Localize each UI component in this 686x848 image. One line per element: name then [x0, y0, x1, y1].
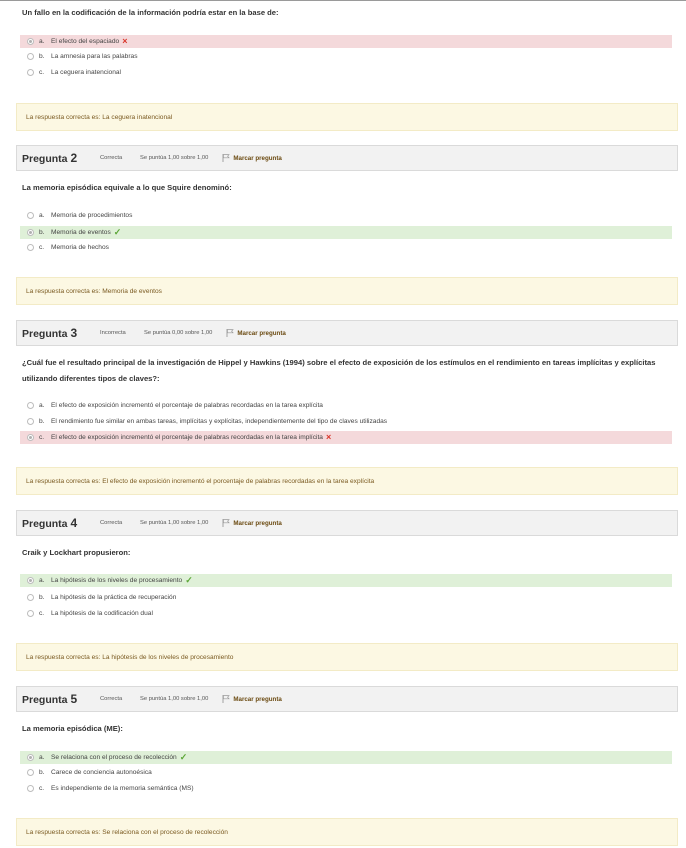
question-1-text: Un fallo en la codificación de la información podría estar en la base de:	[22, 8, 279, 17]
top-divider	[0, 0, 686, 1]
q3-option-a[interactable]	[20, 399, 672, 412]
q1-option-a[interactable]	[20, 35, 672, 48]
question-5-header	[16, 686, 678, 712]
question-3-grade: Se puntúa 0,00 sobre 1,00	[144, 330, 213, 336]
q5-option-a[interactable]	[20, 751, 672, 764]
question-3-text-line-1: ¿Cuál fue el resultado principal de la investigación de Hippel y Hawkins (1994) sobre el efecto de exposición de los estímulos en el rendimiento en tareas implícitas y explícitas	[22, 358, 656, 367]
q4-option-a[interactable]	[20, 574, 672, 587]
question-4-grade: Se puntúa 1,00 sobre 1,00	[140, 520, 209, 526]
q5-option-a-radio[interactable]	[27, 754, 34, 761]
q4-option-c-radio[interactable]	[27, 610, 34, 617]
question-4-text: Craik y Lockhart propusieron:	[22, 548, 131, 557]
question-2-header	[16, 145, 678, 171]
q4-option-c-text: La hipótesis de la codificación dual	[51, 610, 153, 617]
question-3-flag-label: Marcar pregunta	[237, 329, 286, 337]
q1-option-c-letter: c.	[39, 69, 45, 76]
q2-option-b-text: Memoria de eventos	[51, 229, 111, 236]
q3-option-b-radio[interactable]	[27, 418, 34, 425]
q1-option-c-radio[interactable]	[27, 69, 34, 76]
q5-option-a-text: Se relaciona con el proceso de recolección	[51, 754, 177, 761]
q3-option-a-radio[interactable]	[27, 402, 34, 409]
q4-option-a-text: La hipótesis de los niveles de procesamiento	[51, 577, 183, 584]
q5-option-b[interactable]	[20, 766, 672, 779]
question-3-number: Pregunta 3	[22, 326, 78, 340]
q3-option-b-text: El rendimiento fue similar en ambas tareas, implícitas y explícitas, independientemente del tipo de claves utilizadas	[51, 418, 388, 425]
q5-option-c-letter: c.	[39, 785, 45, 792]
q2-option-b-radio[interactable]	[27, 229, 34, 236]
q4-option-a-radio[interactable]	[27, 577, 34, 584]
question-3-state: Incorrecta	[100, 330, 126, 336]
q5-option-c-radio[interactable]	[27, 785, 34, 792]
correct-check-icon: ✓	[185, 575, 193, 585]
q4-feedback: La respuesta correcta es: La hipótesis de los niveles de procesamiento	[16, 643, 678, 671]
q4-option-b-text: La hipótesis de la práctica de recuperación	[51, 594, 177, 601]
q4-option-b-letter: b.	[39, 594, 45, 601]
q3-option-b-letter: b.	[39, 418, 45, 425]
q2-option-c-radio[interactable]	[27, 244, 34, 251]
q2-option-b-letter: b.	[39, 229, 45, 236]
q1-option-b-letter: b.	[39, 53, 45, 60]
q3-feedback: La respuesta correcta es: El efecto de exposición incrementó el porcentaje de palabras recordadas en la tarea explícita	[16, 467, 678, 495]
q4-option-b[interactable]	[20, 591, 672, 604]
q4-option-c[interactable]	[20, 607, 672, 620]
q1-option-a-text: El efecto del espaciado	[51, 38, 120, 45]
q5-option-b-letter: b.	[39, 769, 45, 776]
q3-option-a-text: El efecto de exposición incrementó el porcentaje de palabras recordadas en la tarea explícita	[51, 402, 323, 409]
q5-option-b-text: Carece de conciencia autonoésica	[51, 769, 152, 776]
q2-feedback: La respuesta correcta es: Memoria de eventos	[16, 277, 678, 305]
question-2-number: Pregunta 2	[22, 151, 78, 165]
correct-check-icon: ✓	[113, 227, 122, 237]
q2-option-c[interactable]	[20, 241, 672, 254]
q1-feedback: La respuesta correcta es: La ceguera inatencional	[16, 103, 678, 131]
q3-option-c-letter: c.	[39, 434, 45, 441]
q5-option-c-text: Es independiente de la memoria semántica (MS)	[51, 785, 194, 792]
q4-option-b-radio[interactable]	[27, 594, 34, 601]
q3-option-c-text: El efecto de exposición incrementó el porcentaje de palabras recordadas en la tarea implícita	[51, 434, 323, 441]
q5-option-a-letter: a.	[39, 754, 45, 761]
q5-feedback: La respuesta correcta es: Se relaciona con el proceso de recolección	[16, 818, 678, 846]
question-5-number: Pregunta 5	[22, 692, 78, 706]
question-2-text: La memoria episódica equivale a lo que Squire denominó:	[22, 183, 232, 192]
q3-option-b[interactable]	[20, 415, 672, 428]
question-5-flag-label: Marcar pregunta	[233, 695, 282, 703]
question-3-flag-button[interactable]	[226, 329, 285, 337]
q1-option-b-radio[interactable]	[27, 53, 34, 60]
q3-option-c[interactable]	[20, 431, 672, 444]
incorrect-icon: ×	[325, 432, 332, 442]
question-3-text-line-2: utilizando diferentes tipos de claves?:	[22, 374, 160, 383]
q2-option-a-letter: a.	[39, 212, 45, 219]
q2-option-a-radio[interactable]	[27, 212, 34, 219]
question-4-flag-label: Marcar pregunta	[233, 519, 282, 527]
question-4-number: Pregunta 4	[22, 516, 78, 530]
q4-option-a-letter: a.	[39, 577, 45, 584]
question-2-grade: Se puntúa 1,00 sobre 1,00	[140, 155, 209, 161]
q2-option-c-text: Memoria de hechos	[51, 244, 109, 251]
q5-option-b-radio[interactable]	[27, 769, 34, 776]
question-4-flag-button[interactable]	[222, 519, 281, 527]
q3-option-a-letter: a.	[39, 402, 45, 409]
question-2-flag-button[interactable]	[222, 154, 281, 162]
flag-icon	[226, 329, 234, 337]
q1-option-b[interactable]	[20, 50, 672, 63]
question-5-state: Correcta	[100, 696, 123, 702]
q2-option-a[interactable]	[20, 209, 672, 222]
flag-icon	[222, 695, 230, 703]
q1-option-a-letter: a.	[39, 38, 45, 45]
question-5-grade: Se puntúa 1,00 sobre 1,00	[140, 696, 209, 702]
question-2-state: Correcta	[100, 155, 123, 161]
question-4-state: Correcta	[100, 520, 123, 526]
q1-option-c[interactable]	[20, 66, 672, 79]
q3-option-c-radio[interactable]	[27, 434, 34, 441]
flag-icon	[222, 519, 230, 527]
q2-option-b[interactable]	[20, 226, 672, 239]
flag-icon	[222, 154, 230, 162]
question-5-flag-button[interactable]	[222, 695, 281, 703]
q1-option-c-text: La ceguera inatencional	[51, 69, 122, 76]
q1-option-a-radio[interactable]	[27, 38, 34, 45]
question-2-flag-label: Marcar pregunta	[233, 154, 282, 162]
q5-option-c[interactable]	[20, 782, 672, 795]
question-3-header	[16, 320, 678, 346]
q1-option-b-text: La amnesia para las palabras	[51, 53, 138, 60]
question-4-header	[16, 510, 678, 536]
q2-option-c-letter: c.	[39, 244, 45, 251]
question-3-text	[22, 355, 662, 387]
q4-option-c-letter: c.	[39, 610, 45, 617]
question-5-text: La memoria episódica (ME):	[22, 724, 123, 733]
q2-option-a-text: Memoria de procedimientos	[51, 212, 133, 219]
correct-check-icon: ✓	[179, 752, 188, 762]
incorrect-icon: ×	[122, 36, 128, 46]
